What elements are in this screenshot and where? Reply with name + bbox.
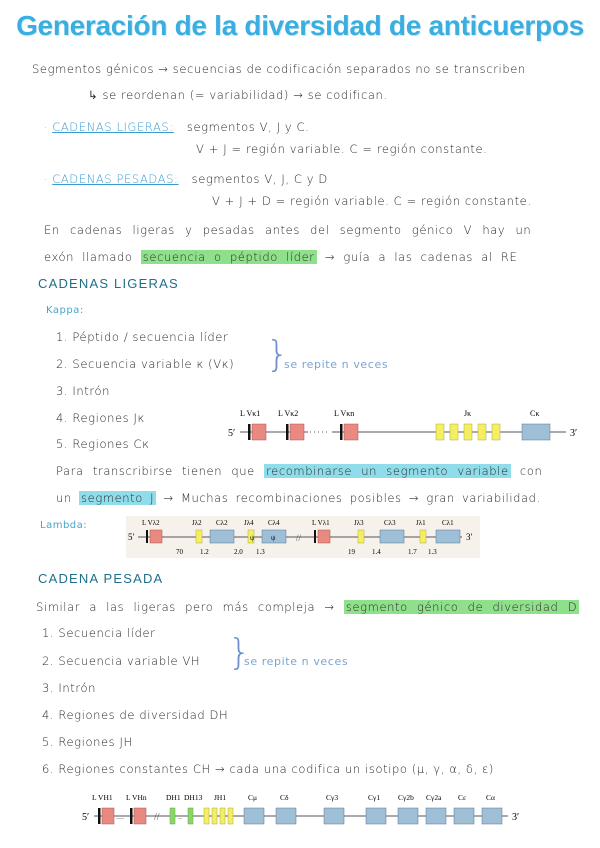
recomb-line-1-pre: Para transcribirse tienen que bbox=[56, 464, 255, 478]
section-heavy-heading: CADENA PESADA bbox=[38, 571, 164, 586]
recomb-line-2-pre: un bbox=[56, 491, 72, 505]
heavy-label-10: Cγ2a bbox=[426, 793, 442, 802]
heavy-label-0: L VH1 bbox=[92, 793, 113, 802]
heavy-item-2: 2. Secuencia variable VH bbox=[42, 654, 201, 668]
heavy-3prime: 3′ bbox=[512, 812, 520, 823]
light-chains-regions: V + J = región variable. C = región constante. bbox=[196, 142, 488, 156]
heavy-item-3: 3. Intrón bbox=[42, 681, 97, 695]
svg-text:..: .. bbox=[178, 812, 182, 821]
lambda-dist-3: 1.3 bbox=[256, 548, 265, 556]
light-repeat-note: se repite n veces bbox=[284, 358, 389, 371]
light-chains-block: · CADENAS LIGERAS: segmentos V, J y C. bbox=[44, 120, 310, 134]
lambda-dist-0: 70 bbox=[176, 548, 183, 556]
intro-line-1: Segmentos génicos → secuencias de codificación separados no se transcriben bbox=[32, 62, 526, 76]
heavy-intro bbox=[36, 600, 579, 614]
heavy-label-2: DH1 bbox=[166, 793, 181, 802]
lambda-top-3: Jλ4 bbox=[244, 519, 254, 527]
heavy-repeat-note: se repite n veces bbox=[244, 655, 349, 668]
kappa-label-jk: Jκ bbox=[464, 409, 472, 418]
lambda-top-0: L Vλ2 bbox=[142, 519, 160, 527]
kappa-diagram bbox=[226, 404, 582, 450]
lambda-dist-2: 2.0 bbox=[234, 548, 243, 556]
heavy-item-6: 6. Regiones constantes CH → cada una codifica un isotipo (μ, γ, α, δ, ε) bbox=[42, 762, 494, 776]
heavy-label-8: Cγ1 bbox=[368, 793, 381, 802]
lambda-3prime: 3′ bbox=[466, 532, 473, 542]
leader-line-2-post: → guía a las cadenas al RE bbox=[324, 250, 518, 264]
recomb-line-1 bbox=[56, 464, 542, 478]
svg-text://: // bbox=[296, 533, 302, 543]
light-item-5: 5. Regiones Cκ bbox=[56, 437, 150, 451]
lambda-diagram bbox=[126, 516, 480, 558]
heavy-label-12: Cα bbox=[486, 793, 495, 802]
section-light-heading: CADENAS LIGERAS bbox=[38, 276, 179, 291]
lambda-dist-4: 19 bbox=[348, 548, 355, 556]
kappa-label: Kappa: bbox=[46, 305, 84, 316]
lambda-pseudo-1: ψ bbox=[250, 534, 255, 542]
light-chains-segments: segmentos V, J y C. bbox=[186, 120, 310, 134]
heavy-label-9: Cγ2b bbox=[398, 793, 414, 802]
lambda-dist-5: 1.4 bbox=[372, 548, 381, 556]
svg-text:....: .... bbox=[116, 812, 124, 821]
lambda-top-1: Jλ2 bbox=[192, 519, 202, 527]
page-title: Generación de la diversidad de anticuerpos bbox=[16, 10, 584, 41]
lambda-top-5: L Vλ1 bbox=[312, 519, 330, 527]
lambda-dist-7: 1.3 bbox=[428, 548, 437, 556]
recomb-line-2-post: → Muchas recombinaciones posibles → gran variabilidad. bbox=[163, 491, 541, 505]
lambda-top-7: Cλ3 bbox=[384, 519, 396, 527]
lambda-top-6: Jλ3 bbox=[354, 519, 364, 527]
heavy-label-5: Cμ bbox=[248, 793, 258, 802]
heavy-diagram bbox=[80, 788, 524, 834]
heavy-item-1: 1. Secuencia líder bbox=[42, 626, 156, 640]
heavy-item-4: 4. Regiones de diversidad DH bbox=[42, 708, 229, 722]
heavy-chains-label: CADENAS PESADAS: bbox=[52, 172, 179, 186]
lambda-top-4: Cλ4 bbox=[268, 519, 280, 527]
kappa-label-vk1: L Vκ1 bbox=[240, 409, 261, 418]
heavy-5prime: 5′ bbox=[82, 812, 90, 823]
heavy-label-3: DH13 bbox=[184, 793, 203, 802]
kappa-3prime: 3′ bbox=[570, 428, 578, 439]
recomb-line-2 bbox=[56, 491, 541, 505]
heavy-label-1: L VHn bbox=[126, 793, 147, 802]
heavy-chains-segments: segmentos V, J, C y D bbox=[191, 172, 328, 186]
heavy-intro-highlight: segmento génico de diversidad D bbox=[345, 600, 578, 614]
light-item-2: 2. Secuencia variable κ (Vκ) bbox=[56, 357, 235, 371]
kappa-label-vk2: L Vκ2 bbox=[278, 409, 299, 418]
heavy-label-4: JH1 bbox=[214, 793, 227, 802]
lambda-pseudo-2: ψ bbox=[271, 534, 276, 542]
heavy-label-6: Cδ bbox=[280, 793, 289, 802]
light-chains-label: CADENAS LIGERAS: bbox=[52, 120, 174, 134]
light-repeat-brace: } bbox=[266, 334, 289, 375]
kappa-label-ck: Cκ bbox=[530, 409, 540, 418]
recomb-highlight-1: recombinarse un segmento variable bbox=[266, 464, 509, 478]
heavy-repeat-brace: } bbox=[228, 632, 251, 673]
light-item-4: 4. Regiones Jκ bbox=[56, 411, 145, 425]
leader-line-1: En cadenas ligeras y pesadas antes del segmento génico V hay un bbox=[44, 223, 532, 237]
svg-text://: // bbox=[154, 812, 160, 823]
recomb-highlight-2: segmento J bbox=[81, 491, 155, 505]
kappa-5prime: 5′ bbox=[228, 428, 236, 439]
heavy-intro-pre: Similar a las ligeras pero más compleja → bbox=[36, 600, 335, 614]
kappa-label-vkn: L Vκn bbox=[334, 409, 355, 418]
light-item-3: 3. Intrón bbox=[56, 384, 111, 398]
leader-line-2-pre: exón llamado bbox=[44, 250, 133, 264]
heavy-label-7: Cγ3 bbox=[326, 793, 339, 802]
lambda-top-8: Jλ1 bbox=[416, 519, 426, 527]
recomb-line-1-post: con bbox=[519, 464, 543, 478]
heavy-label-11: Cε bbox=[458, 793, 467, 802]
heavy-item-5: 5. Regiones JH bbox=[42, 735, 133, 749]
intro-line-2: ↳ se reordenan (= variabilidad) → se codifican. bbox=[88, 88, 388, 102]
leader-highlight: secuencia o péptido líder bbox=[142, 250, 315, 264]
lambda-5prime: 5′ bbox=[128, 532, 135, 542]
heavy-chains-regions: V + J + D = región variable. C = región constante. bbox=[212, 194, 532, 208]
light-item-1: 1. Péptido / secuencia líder bbox=[56, 330, 229, 344]
lambda-dist-1: 1.2 bbox=[200, 548, 209, 556]
leader-line-2 bbox=[44, 250, 517, 264]
lambda-top-9: Cλ1 bbox=[442, 519, 454, 527]
lambda-dist-6: 1.7 bbox=[408, 548, 417, 556]
lambda-top-2: Cλ2 bbox=[216, 519, 228, 527]
heavy-chains-block: · CADENAS PESADAS: segmentos V, J, C y D bbox=[44, 172, 328, 186]
lambda-label: Lambda: bbox=[40, 520, 88, 531]
